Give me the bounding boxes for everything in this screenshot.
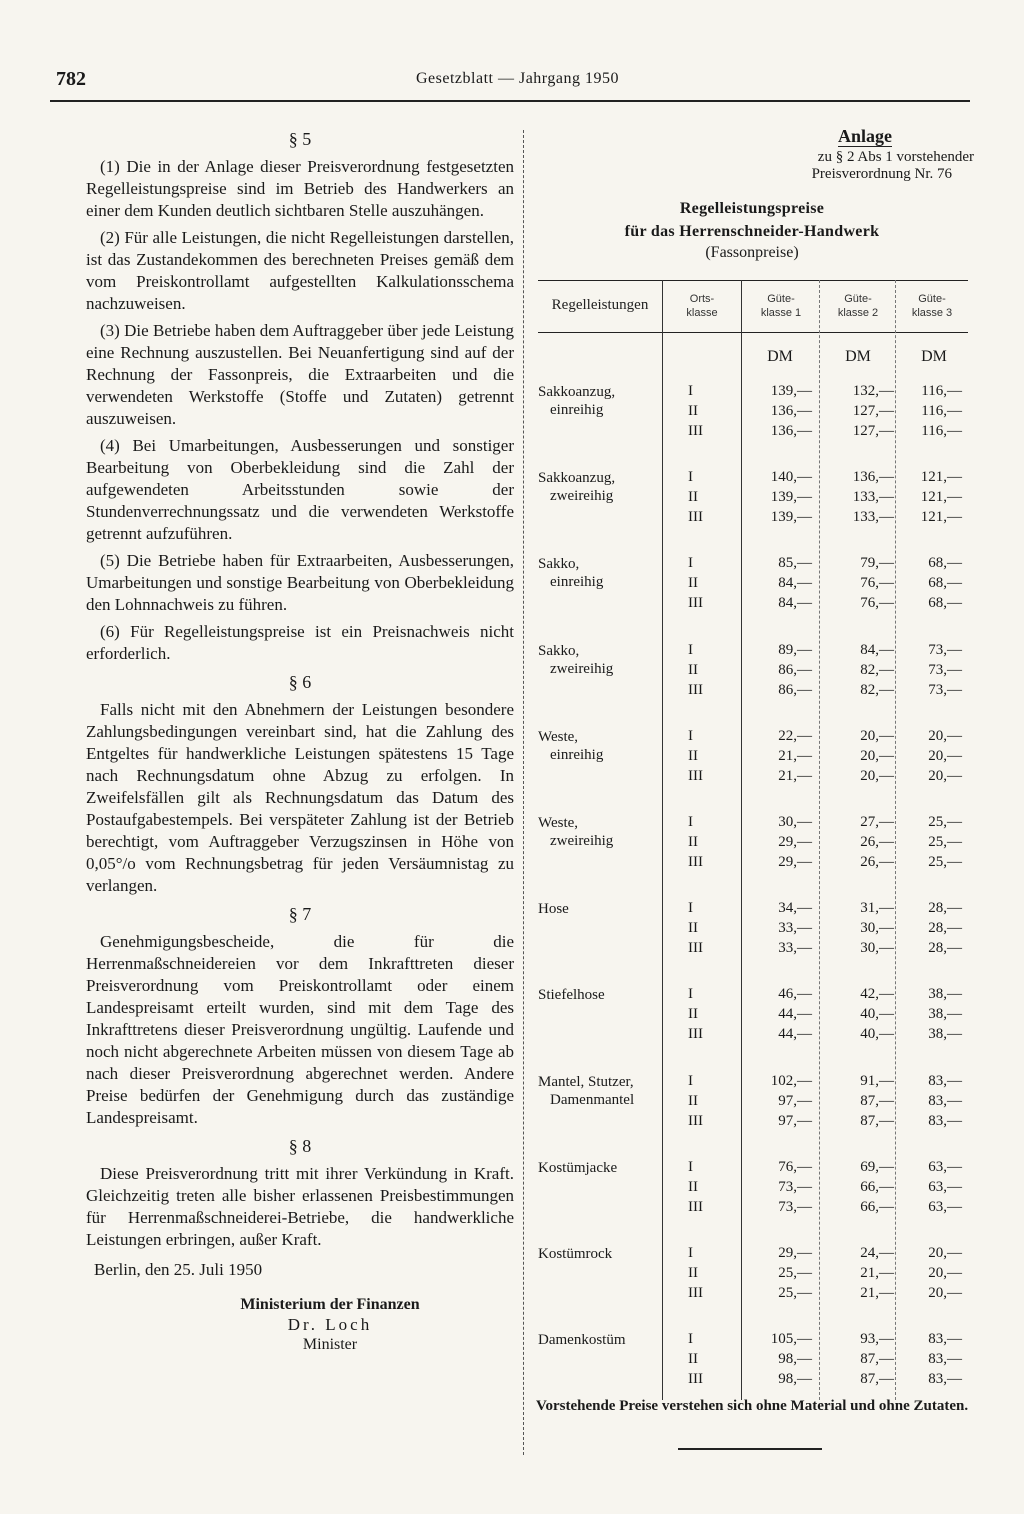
price-cell: 86,— [778, 681, 812, 698]
price-cell: 44,— [778, 1026, 812, 1043]
ortsklasse-cell: II [688, 1265, 698, 1281]
ortsklasse-cell: II [688, 575, 698, 592]
price-cell: 83,— [928, 1371, 962, 1388]
price-cell: 21,— [860, 1285, 894, 1301]
price-cell: 93,— [860, 1331, 894, 1348]
price-cell: 31,— [860, 900, 894, 917]
price-cell: 68,— [928, 575, 962, 592]
table-row [538, 1179, 968, 1199]
price-cell: 20,— [860, 727, 894, 744]
table-row [538, 1199, 968, 1219]
table-row [538, 1265, 968, 1285]
price-cell: 116,— [921, 423, 962, 439]
paragraph-7: Genehmigungsbescheide, die für die Herrenmaßschneidereien vor dem Inkrafttreten dieser Preisverordnung vom Preiskontrollamt oder einem Landespreisamt erteilt wurden, sind mit dem Tage des Inkrafttretens dieser Preisverordnung ungültig. Laufende und noch nicht abgerechnete Arbeiten müssen von diesem Tage ab nach dieser Preisverordnung abgerechnet werden. Andere Preise bedürfen der Genehmigung durch das zuständige Landespreisamt. [86, 932, 514, 1127]
price-cell: 63,— [928, 1178, 962, 1195]
price-cell: 21,— [860, 1265, 894, 1281]
price-cell: 83,— [928, 1351, 962, 1368]
price-cell: 82,— [860, 661, 894, 678]
group-name: Sakko, zweireihig [538, 642, 614, 677]
group-name: Damenkostüm [538, 1332, 626, 1349]
price-cell: 27,— [860, 814, 894, 830]
price-cell: 98,— [778, 1351, 812, 1368]
price-cell: 139,— [770, 489, 812, 506]
price-cell: 40,— [860, 1006, 894, 1023]
price-cell: 66,— [860, 1198, 894, 1215]
paragraph-8: Diese Preisverordnung tritt mit ihrer Verkündung in Kraft. Gleichzeitig treten alle bisher erlassenen Preisbestimmungen für Herrenmaßschneiderei-Betriebe, die handwerkliche Leistungen erbringen, außer Kraft. [86, 1164, 514, 1249]
table-row [538, 854, 968, 874]
ortsklasse-cell: II [688, 920, 698, 937]
currency-col-2: DM [845, 348, 871, 365]
group-name: Mantel, Stutzer, Damenmantel [538, 1073, 635, 1108]
price-cell: 33,— [778, 920, 812, 937]
price-cell: 38,— [928, 1006, 962, 1023]
price-cell: 25,— [778, 1265, 812, 1281]
price-cell: 97,— [778, 1092, 812, 1109]
price-cell: 68,— [928, 595, 962, 612]
price-cell: 38,— [928, 986, 962, 1003]
table-group [538, 1245, 968, 1309]
price-cell: 132,— [852, 383, 894, 399]
table-row [538, 383, 968, 403]
paragraph-6: Falls nicht mit den Abnehmern der Leistungen besondere Zahlungsbedingungen vereinbart sind, hat die Zahlung des Entgeltes für handwerkliche Leistungen spätestens 15 Tage nach Rechnungsdatum ohne Abzug zu erfolgen. In Zweifelsfällen gilt als Rechnungsdatum das Datum des Postaufgabestempels. Bei verspäteter Zahlung ist der Betrieb berechtigt, vom Auftraggeber Verzugszinsen in Höhe von 0,05°/o vom Rechnungsbetrag für jeden Versäumnistag zu verlangen. [86, 700, 514, 895]
price-cell: 86,— [778, 661, 812, 678]
price-cell: 83,— [928, 1092, 962, 1109]
price-cell: 29,— [778, 854, 812, 870]
ortsklasse-cell: I [688, 1245, 693, 1261]
price-cell: 73,— [928, 681, 962, 698]
price-cell: 73,— [778, 1178, 812, 1195]
ortsklasse-cell: II [688, 1092, 698, 1109]
table-group [538, 986, 968, 1050]
paragraph-5-4: (4) Bei Umarbeitungen, Ausbesserungen und sonstiger Bearbeitung von Oberbekleidung sind die Zahl der aufgewendeten Arbeitsstunden sowie der Stundenverrechnungssatz und die verwendeten Werkstoffe getrennt aufzuführen. [86, 436, 514, 543]
ortsklasse-cell: III [688, 1112, 703, 1129]
table-row [538, 509, 968, 529]
price-cell: 127,— [852, 423, 894, 439]
ortsklasse-cell: III [688, 1198, 703, 1215]
ortsklasse-cell: II [688, 1178, 698, 1195]
paragraph-5-5: (5) Die Betriebe haben für Extraarbeiten, Ausbesserungen, Umarbeitungen und sonstige Bearbeitung von Oberbekleidung den Lohnnachweis zu führen. [86, 551, 514, 614]
price-cell: 20,— [928, 1285, 962, 1301]
ortsklasse-cell: I [688, 641, 693, 658]
ortsklasse-cell: III [688, 1371, 703, 1388]
ortsklasse-cell: III [688, 1026, 703, 1043]
signature-ministry: Ministerium der Finanzen [240, 1296, 420, 1313]
price-cell: 22,— [778, 727, 812, 744]
group-name: Hose [538, 901, 569, 918]
price-cell: 66,— [860, 1178, 894, 1195]
ortsklasse-cell: II [688, 1006, 698, 1023]
table-group [538, 814, 968, 878]
group-name: Weste, zweireihig [538, 815, 614, 849]
ortsklasse-cell: I [688, 900, 693, 917]
table-subtitle: (Fassonpreise) [705, 244, 799, 261]
page-number: 782 [56, 68, 86, 90]
section-heading-6: § 6 [288, 672, 312, 692]
left-column [86, 122, 514, 1355]
ortsklasse-cell: I [688, 814, 693, 830]
table-row [538, 642, 968, 662]
table-row [538, 834, 968, 854]
table-group [538, 1159, 968, 1223]
table-group [538, 1073, 968, 1137]
header-gueteklasse-1: Güte- klasse 1 [760, 293, 802, 319]
price-cell: 63,— [928, 1198, 962, 1215]
table-group [538, 900, 968, 964]
price-cell: 25,— [928, 834, 962, 850]
ortsklasse-cell: I [688, 727, 693, 744]
header-gueteklasse-2: Güte- klasse 2 [837, 293, 879, 319]
end-rule [678, 1448, 822, 1450]
signature-title: Minister [302, 1336, 358, 1353]
price-cell: 83,— [928, 1331, 962, 1348]
price-cell: 73,— [928, 641, 962, 658]
price-cell: 28,— [928, 920, 962, 937]
ortsklasse-cell: II [688, 403, 698, 419]
group-name: Sakko, einreihig [538, 556, 604, 591]
price-cell: 121,— [920, 489, 962, 506]
table-row [538, 662, 968, 682]
table-row [538, 1093, 968, 1113]
price-cell: 28,— [928, 900, 962, 917]
group-name: Sakkoanzug, einreihig [538, 384, 616, 418]
table-row [538, 595, 968, 615]
price-cell: 79,— [860, 555, 894, 572]
table-row [538, 489, 968, 509]
header-gueteklasse-3: Güte- klasse 3 [911, 293, 953, 319]
price-cell: 26,— [860, 834, 894, 850]
price-cell: 139,— [770, 383, 812, 399]
price-cell: 63,— [928, 1158, 962, 1175]
price-cell: 24,— [860, 1245, 894, 1261]
currency-col-1: DM [767, 348, 793, 365]
price-cell: 87,— [860, 1092, 894, 1109]
price-cell: 20,— [860, 767, 894, 784]
price-cell: 26,— [860, 854, 894, 870]
table-row [538, 920, 968, 940]
price-cell: 40,— [860, 1026, 894, 1043]
price-cell: 25,— [928, 814, 962, 830]
ortsklasse-cell: III [688, 595, 703, 612]
price-cell: 87,— [860, 1371, 894, 1388]
table-row [538, 1371, 968, 1391]
ortsklasse-cell: II [688, 1351, 698, 1368]
price-cell: 30,— [860, 940, 894, 957]
table-row [538, 814, 968, 834]
table-row [538, 1159, 968, 1179]
table-title: Regelleistungspreise für das Herrenschneider-Handwerk [624, 200, 880, 240]
price-cell: 73,— [928, 661, 962, 678]
signature-block [86, 1295, 514, 1355]
table-row [538, 748, 968, 768]
price-cell: 21,— [778, 747, 812, 764]
anlage-title: Anlage [838, 126, 892, 146]
table-row [538, 575, 968, 595]
signature-name: Dr. Loch [287, 1315, 373, 1334]
ortsklasse-cell: I [688, 555, 693, 572]
table-header-rule [538, 332, 968, 333]
table-row [538, 555, 968, 575]
ortsklasse-cell: III [688, 681, 703, 698]
group-name: Sakkoanzug, zweireihig [538, 470, 616, 505]
section-heading-7: § 7 [288, 904, 312, 924]
group-name: Weste, einreihig [538, 728, 604, 763]
table-row [538, 1113, 968, 1133]
price-cell: 20,— [928, 747, 962, 764]
price-cell: 76,— [860, 595, 894, 612]
ortsklasse-cell: II [688, 661, 698, 678]
group-name: Kostümjacke [538, 1159, 618, 1176]
price-cell: 42,— [860, 986, 894, 1003]
price-cell: 140,— [770, 469, 812, 486]
price-cell: 25,— [928, 854, 962, 870]
table-row [538, 682, 968, 702]
table-group [538, 1331, 968, 1395]
ortsklasse-cell: II [688, 489, 698, 506]
table-row [538, 403, 968, 423]
price-cell: 105,— [770, 1331, 812, 1348]
section-heading-5: § 5 [288, 129, 312, 149]
price-cell: 133,— [852, 509, 894, 526]
right-column [530, 126, 974, 263]
price-cell: 136,— [770, 423, 812, 439]
price-cell: 91,— [860, 1072, 894, 1089]
price-cell: 34,— [778, 900, 812, 917]
table-row [538, 1245, 968, 1265]
price-cell: 76,— [778, 1158, 812, 1175]
price-cell: 87,— [860, 1112, 894, 1129]
ortsklasse-cell: III [688, 767, 703, 784]
table-group [538, 642, 968, 706]
price-cell: 98,— [778, 1371, 812, 1388]
ortsklasse-cell: I [688, 1072, 693, 1089]
header-regelleistungen: Regelleistungen [551, 297, 649, 313]
paragraph-5-6: (6) Für Regelleistungspreise ist ein Preisnachweis nicht erforderlich. [86, 622, 514, 663]
price-cell: 20,— [928, 727, 962, 744]
price-cell: 20,— [928, 1265, 962, 1281]
price-cell: 25,— [778, 1285, 812, 1301]
paragraph-5-3: (3) Die Betriebe haben dem Auftraggeber über jede Leistung eine Rechnung auszustellen. Bei Neuanfertigung sind auf der Rechnung der Fassonpreis, die Extraarbeiten und die verwendeten Werkstoffe (Stoffe und Zutaten) getrennt auszuweisen. [86, 321, 514, 428]
table-row [538, 469, 968, 489]
ortsklasse-cell: III [688, 940, 703, 957]
price-cell: 133,— [852, 489, 894, 506]
paragraph-5-2: (2) Für alle Leistungen, die nicht Regelleistungen darstellen, ist das Zustandekommen des berechneten Preises gemäß dem vom Preiskontrollamt aufgestellten Kalkulationsschema nachzuweisen. [86, 228, 514, 313]
price-cell: 21,— [778, 767, 812, 784]
table-row [538, 1006, 968, 1026]
table-group [538, 728, 968, 792]
ortsklasse-cell: I [688, 986, 693, 1003]
table-footnote: Vorstehende Preise verstehen sich ohne Material und ohne Zutaten. [536, 1398, 969, 1414]
price-cell: 68,— [928, 555, 962, 572]
column-divider [523, 130, 524, 1455]
price-cell: 29,— [778, 1245, 812, 1261]
running-title: Gesetzblatt — Jahrgang 1950 [416, 70, 619, 87]
ortsklasse-cell: II [688, 834, 698, 850]
price-cell: 30,— [860, 920, 894, 937]
price-cell: 20,— [928, 1245, 962, 1261]
table-group [538, 555, 968, 619]
group-name: Stiefelhose [538, 987, 605, 1004]
anlage-reference: zu § 2 Abs 1 vorstehender Preisverordnung Nr. 76 [811, 149, 974, 182]
table-group [538, 469, 968, 533]
price-cell: 44,— [778, 1006, 812, 1023]
place-date: Berlin, den 25. Juli 1950 [94, 1260, 263, 1279]
table-row [538, 1351, 968, 1371]
price-cell: 97,— [778, 1112, 812, 1129]
ortsklasse-cell: I [688, 383, 693, 399]
price-cell: 76,— [860, 575, 894, 592]
table-row [538, 768, 968, 788]
ortsklasse-cell: II [688, 747, 698, 764]
section-heading-8: § 8 [288, 1136, 312, 1156]
price-cell: 84,— [778, 575, 812, 592]
price-cell: 84,— [860, 641, 894, 658]
ortsklasse-cell: I [688, 1158, 693, 1175]
table-group [538, 383, 968, 447]
price-cell: 20,— [860, 747, 894, 764]
price-cell: 46,— [778, 986, 812, 1003]
ortsklasse-cell: I [688, 469, 693, 486]
price-cell: 38,— [928, 1026, 962, 1043]
price-cell: 73,— [778, 1198, 812, 1215]
table-row [538, 900, 968, 920]
price-cell: 116,— [921, 403, 962, 419]
table-row [538, 1285, 968, 1305]
header-ortsklasse: Orts- klasse [686, 293, 718, 319]
table-row [538, 1026, 968, 1046]
paragraph-5-1: (1) Die in der Anlage dieser Preisverordnung festgesetzten Regelleistungspreise sind im Betrieb des Handwerkers an einer dem Kunden deutlich sichtbaren Stelle auszuhängen. [86, 157, 514, 220]
price-cell: 29,— [778, 834, 812, 850]
ortsklasse-cell: III [688, 423, 703, 439]
ortsklasse-cell: III [688, 854, 703, 870]
price-cell: 87,— [860, 1351, 894, 1368]
price-cell: 136,— [770, 403, 812, 419]
table-row [538, 986, 968, 1006]
price-cell: 127,— [852, 403, 894, 419]
price-cell: 33,— [778, 940, 812, 957]
ortsklasse-cell: I [688, 1331, 693, 1348]
table-row [538, 423, 968, 443]
table-row [538, 940, 968, 960]
table-row [538, 728, 968, 748]
table-top-rule [538, 280, 968, 281]
price-cell: 84,— [778, 595, 812, 612]
price-cell: 85,— [778, 555, 812, 572]
group-name: Kostümrock [538, 1246, 613, 1262]
price-cell: 136,— [852, 469, 894, 486]
currency-col-3: DM [921, 348, 947, 365]
ortsklasse-cell: III [688, 1285, 703, 1301]
ortsklasse-cell: III [688, 509, 703, 526]
price-cell: 69,— [860, 1158, 894, 1175]
price-cell: 83,— [928, 1112, 962, 1129]
price-cell: 116,— [921, 383, 962, 399]
price-cell: 82,— [860, 681, 894, 698]
table-row [538, 1073, 968, 1093]
price-cell: 102,— [770, 1072, 812, 1089]
page-header [50, 68, 970, 102]
price-cell: 20,— [928, 767, 962, 784]
price-cell: 28,— [928, 940, 962, 957]
price-cell: 89,— [778, 641, 812, 658]
price-cell: 121,— [920, 509, 962, 526]
price-cell: 139,— [770, 509, 812, 526]
table-row [538, 1331, 968, 1351]
price-cell: 83,— [928, 1072, 962, 1089]
price-cell: 30,— [778, 814, 812, 830]
price-cell: 121,— [920, 469, 962, 486]
